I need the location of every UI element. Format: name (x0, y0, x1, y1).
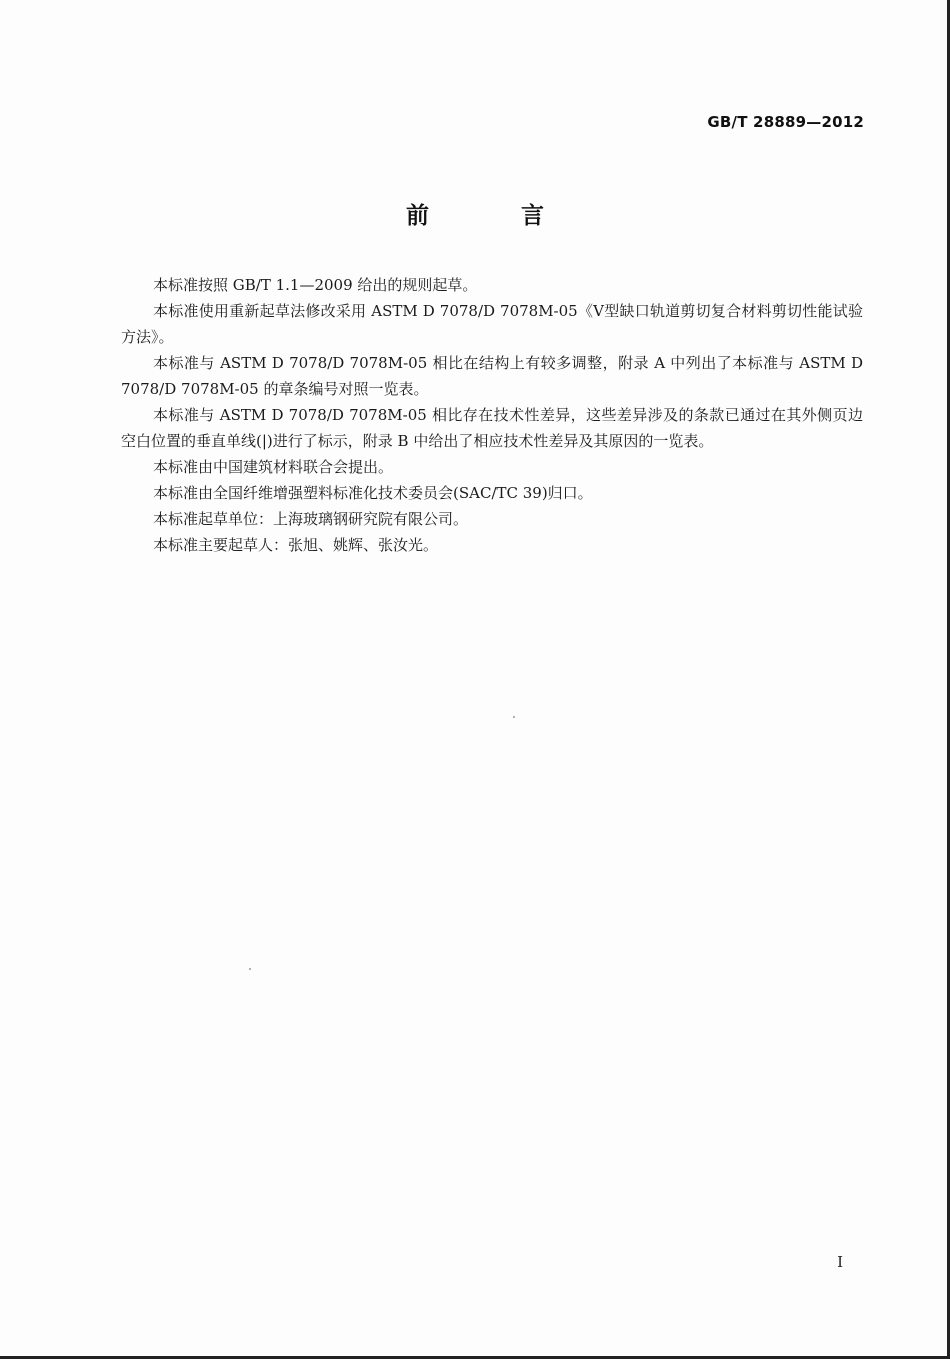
standard-number: GB/T 28889—2012 (707, 113, 864, 131)
paragraph-adoption: 本标准使用重新起草法修改采用 ASTM D 7078/D 7078M-05《V型缺口轨道剪切复合材料剪切性能试验方法》。 (121, 302, 863, 346)
scan-speck (513, 716, 515, 718)
page-number: I (837, 1253, 843, 1271)
paragraph-centralized-by: 本标准由全国纤维增强塑料标准化技术委员会(SAC/TC 39)归口。 (153, 484, 593, 502)
page-title: 前 言 (405, 203, 586, 229)
foreword-body (121, 272, 863, 558)
paragraph-technical-differences: 本标准与 ASTM D 7078/D 7078M-05 相比存在技术性差异，这些差异涉及的条款已通过在其外侧页边空白位置的垂直单线(|)进行了标示，附录 B 中给出了相应技术性差异及其原因的一览表。 (121, 406, 863, 450)
paragraph-structure: 本标准与 ASTM D 7078/D 7078M-05 相比在结构上有较多调整，附录 A 中列出了本标准与 ASTM D 7078/D 7078M-05 的章条编号对照一览表。 (121, 354, 863, 398)
paragraph-drafting-unit: 本标准起草单位：上海玻璃钢研究院有限公司。 (153, 510, 469, 528)
paragraph-proposed-by: 本标准由中国建筑材料联合会提出。 (153, 458, 394, 476)
paragraph-drafters: 本标准主要起草人：张旭、姚辉、张汝光。 (153, 536, 439, 554)
scan-speck (249, 968, 251, 970)
paragraph-drafting-rules: 本标准按照 GB/T 1.1—2009 给出的规则起草。 (153, 276, 478, 294)
